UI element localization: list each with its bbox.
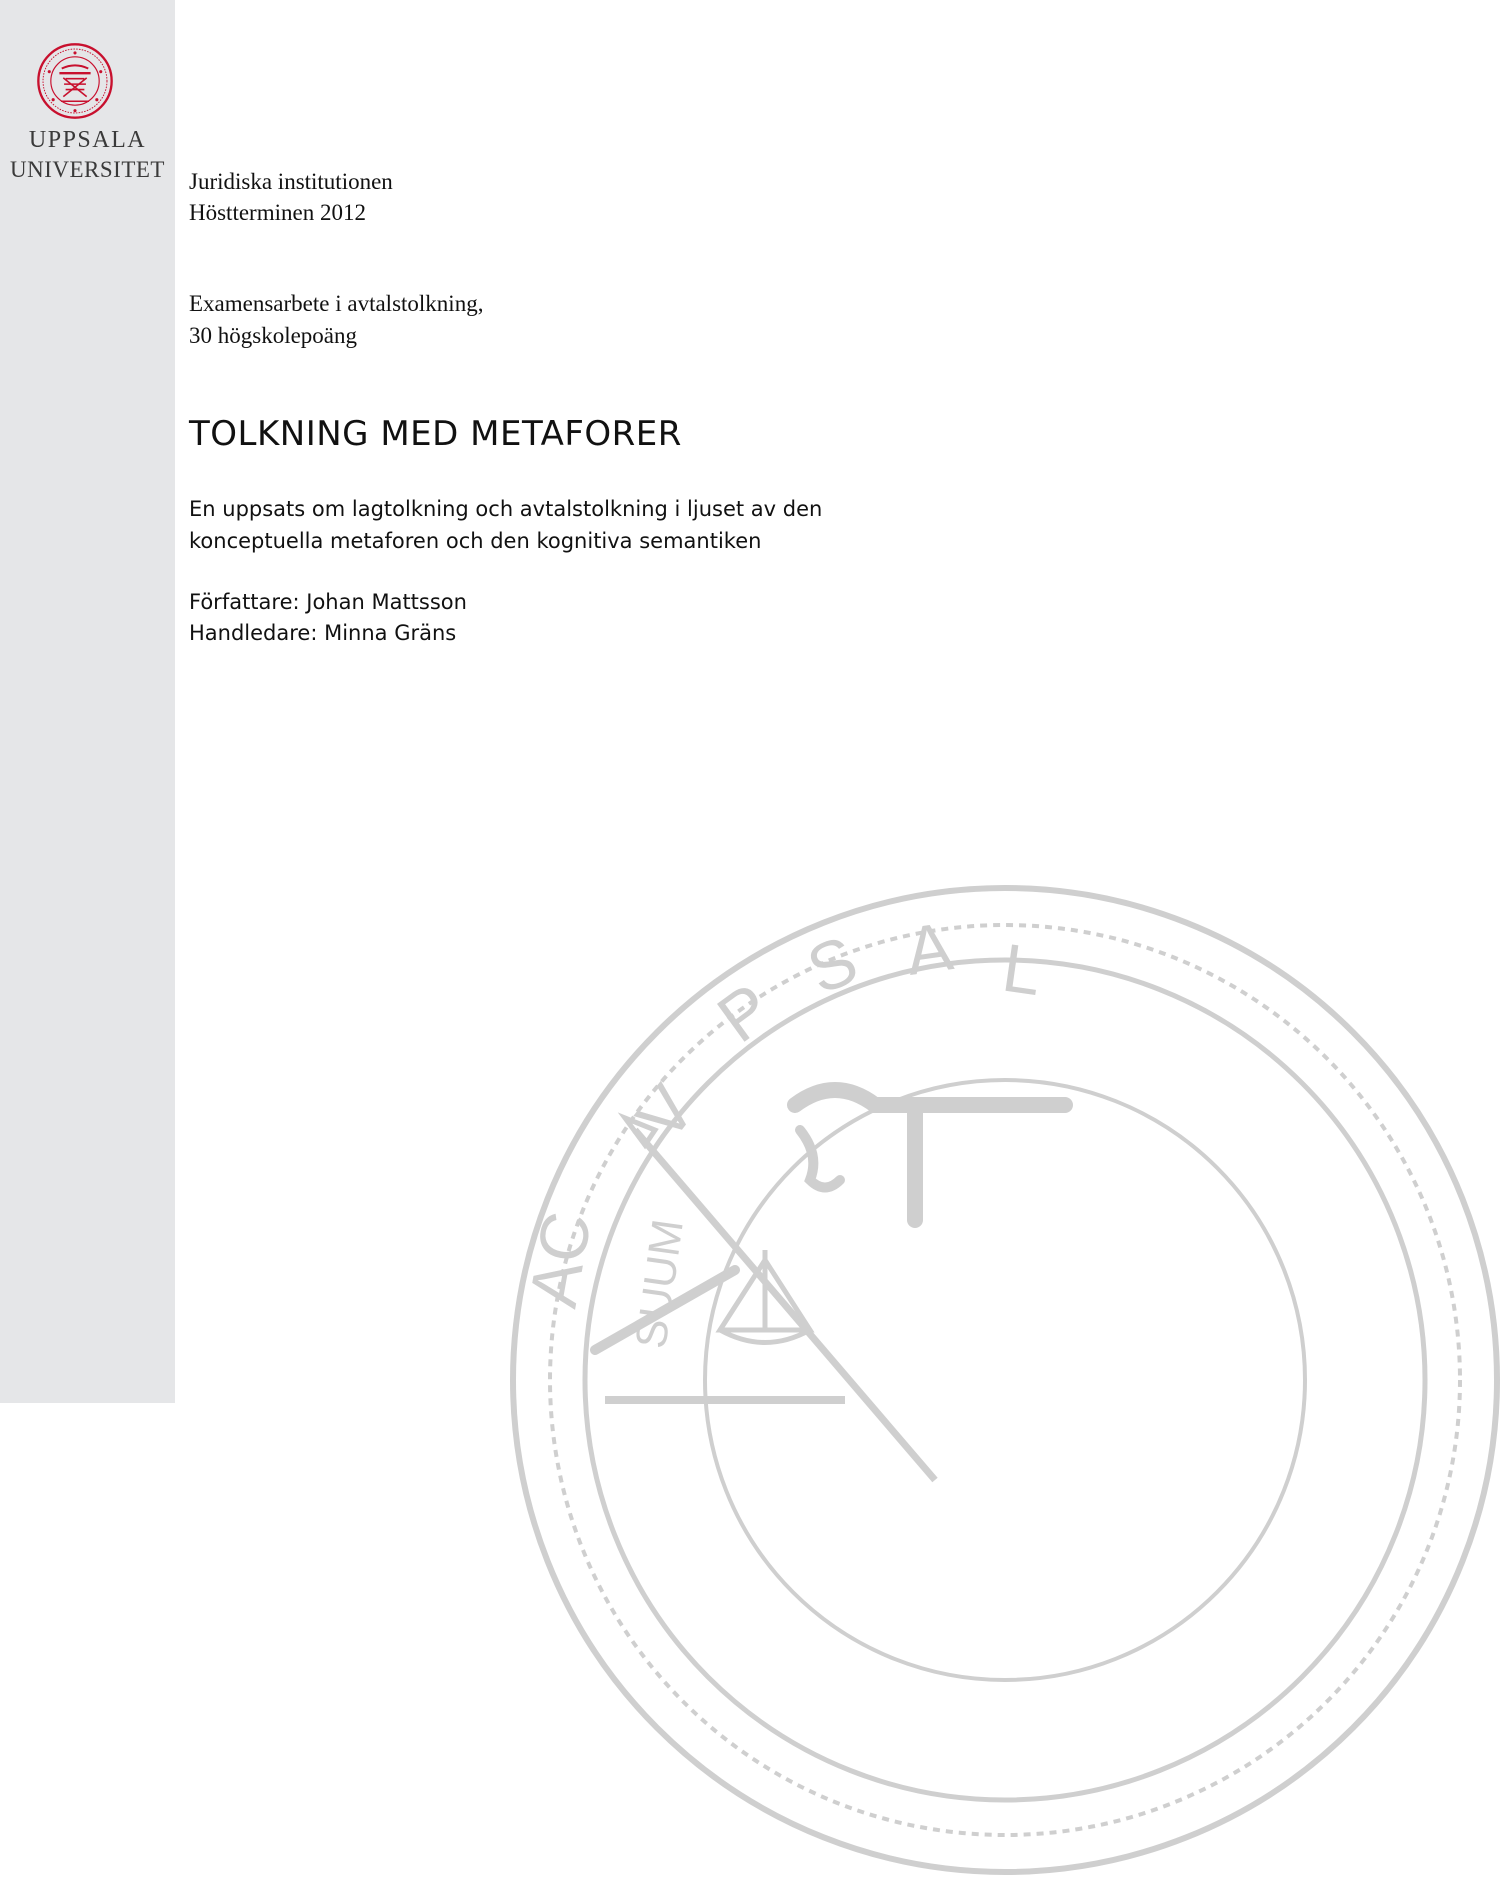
subtitle-block: [189, 493, 822, 557]
svg-text:P: P: [704, 968, 786, 1058]
university-seal-icon: [36, 42, 114, 120]
svg-text:S: S: [797, 921, 868, 1009]
people-block: [189, 587, 467, 649]
subtitle-line-2: konceptuella metaforen och den kognitiva semantiken: [189, 529, 762, 553]
university-name-line1: UPPSALA: [28, 127, 147, 153]
course-line-1: Examensarbete i avtalstolkning,: [189, 291, 484, 316]
svg-text:A: A: [901, 908, 958, 990]
svg-text:V: V: [621, 1071, 710, 1155]
term: Höstterminen 2012: [189, 200, 366, 225]
page-title: TOLKNING MED METAFORER: [189, 414, 682, 454]
university-name: [0, 128, 175, 181]
department-name: Juridiska institutionen: [189, 169, 393, 194]
svg-text:SUUM: SUUM: [626, 1216, 693, 1352]
university-seal-watermark-icon: [505, 880, 1505, 1880]
course-line-2: 30 högskolepoäng: [189, 323, 358, 348]
supervisor: Handledare: Minna Gräns: [189, 621, 457, 645]
svg-text:AC: AC: [514, 1206, 607, 1313]
department-block: [189, 166, 393, 228]
course-block: [189, 288, 483, 352]
svg-text:L: L: [997, 929, 1046, 1011]
university-name-line2: UNIVERSITET: [10, 157, 165, 182]
author: Författare: Johan Mattsson: [189, 590, 467, 614]
subtitle-line-1: En uppsats om lagtolkning och avtalstolkning i ljuset av den: [189, 497, 823, 521]
side-band: [0, 0, 175, 1403]
